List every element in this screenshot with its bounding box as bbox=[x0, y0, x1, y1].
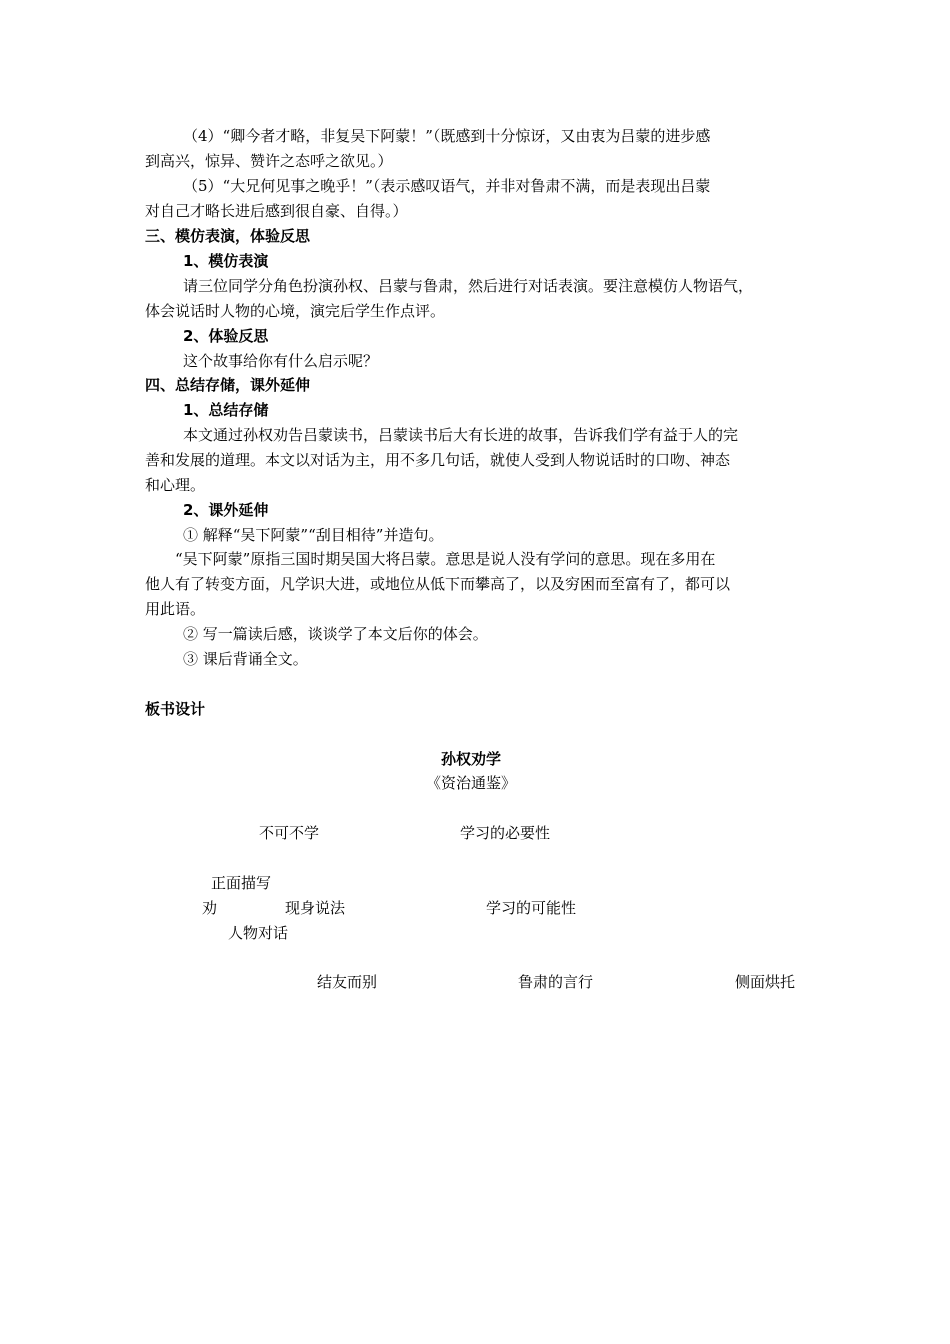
board-row1-left: 不可不学 bbox=[259, 824, 320, 842]
board-design-heading: 板书设计 bbox=[145, 700, 206, 718]
board-source: 《资治通鉴》 bbox=[426, 774, 517, 792]
paragraph-4-line-2: 到高兴，惊异、赞许之态呼之欲见。） bbox=[145, 152, 393, 170]
board-mid-bottom: 人物对话 bbox=[228, 924, 289, 942]
summary-paragraph-line-3: 和心理。 bbox=[145, 476, 206, 494]
board-mid-top: 正面描写 bbox=[211, 874, 272, 892]
paragraph-4-line-1: （4）“卿今者才略，非复吴下阿蒙！”（既感到十分惊讶，又由衷为吕蒙的进步感 bbox=[183, 127, 711, 145]
board-row3-right: 侧面烘托 bbox=[735, 973, 796, 991]
section-3-1-heading: 1、模仿表演 bbox=[183, 252, 269, 270]
extension-item-2: ② 写一篇读后感，谈谈学了本文后你的体会。 bbox=[183, 625, 488, 643]
board-mid-quan: 劝 bbox=[202, 899, 218, 917]
board-title: 孙权劝学 bbox=[441, 750, 502, 768]
section-4-2-heading: 2、课外延伸 bbox=[183, 501, 269, 519]
board-row1-right: 学习的必要性 bbox=[460, 824, 551, 842]
reflect-paragraph: 这个故事给你有什么启示呢？ bbox=[183, 352, 379, 370]
board-row3-mid: 鲁肃的言行 bbox=[518, 973, 594, 991]
section-4-heading: 四、总结存储，课外延伸 bbox=[145, 376, 311, 394]
extension-paragraph-line-1: “吴下阿蒙”原指三国时期吴国大将吕蒙。意思是说人没有学问的意思。现在多用在 bbox=[175, 550, 716, 568]
board-row3-left: 结友而别 bbox=[317, 973, 378, 991]
board-mid-center: 现身说法 bbox=[285, 899, 346, 917]
paragraph-5-line-1: （5）“大兄何见事之晚乎！”（表示感叹语气，并非对鲁肃不满，而是表现出吕蒙 bbox=[183, 177, 711, 195]
extension-item-3: ③ 课后背诵全文。 bbox=[183, 650, 308, 668]
act-paragraph-line-1: 请三位同学分角色扮演孙权、吕蒙与鲁肃，然后进行对话表演。要注意模仿人物语气， bbox=[183, 277, 754, 295]
extension-paragraph-line-2: 他人有了转变方面，凡学识大进，或地位从低下而攀高了，以及穷困而至富有了，都可以 bbox=[145, 575, 731, 593]
extension-paragraph-line-3: 用此语。 bbox=[145, 600, 206, 618]
board-mid-right: 学习的可能性 bbox=[486, 899, 577, 917]
summary-paragraph-line-1: 本文通过孙权劝告吕蒙读书，吕蒙读书后大有长进的故事，告诉我们学有益于人的完 bbox=[183, 426, 739, 444]
section-3-heading: 三、模仿表演，体验反思 bbox=[145, 227, 311, 245]
act-paragraph-line-2: 体会说话时人物的心境，演完后学生作点评。 bbox=[145, 302, 446, 320]
section-4-1-heading: 1、总结存储 bbox=[183, 401, 269, 419]
summary-paragraph-line-2: 善和发展的道理。本文以对话为主，用不多几句话，就使人受到人物说话时的口吻、神态 bbox=[145, 451, 731, 469]
section-3-2-heading: 2、体验反思 bbox=[183, 327, 269, 345]
paragraph-5-line-2: 对自己才略长进后感到很自豪、自得。） bbox=[145, 202, 408, 220]
extension-item-1: ① 解释“吴下阿蒙”“刮目相待”并造句。 bbox=[183, 526, 444, 544]
